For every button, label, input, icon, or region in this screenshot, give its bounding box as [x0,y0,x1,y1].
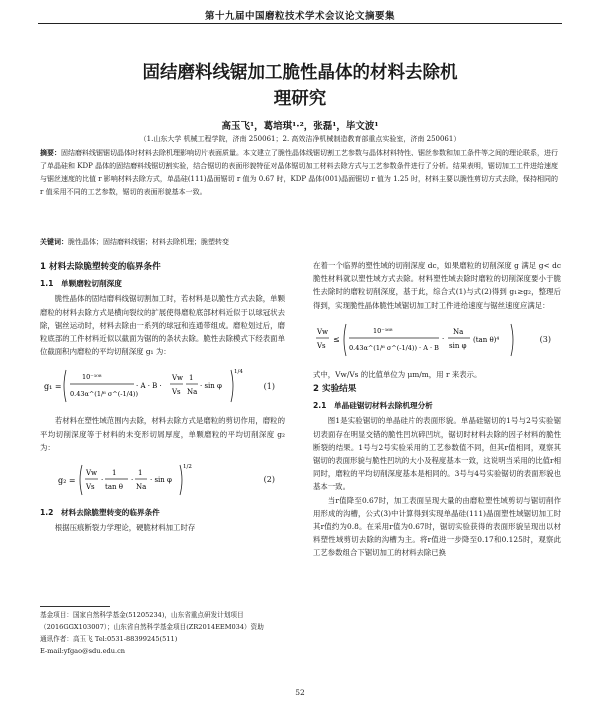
equation-3-number: (3) [539,335,551,345]
eq3-rel: ≤ [333,334,340,344]
eq3-f3-bot: sin φ [449,341,467,350]
paragraph: 若材料在塑性域范围内去除，材料去除方式是磨粒的剪切作用，磨粒的平均切削深度等于材料的未变形切屑厚度，单颗磨粒的平均切削深度 g₂ 为： [40,416,285,452]
eq1-lhs: g₁ = [44,382,62,392]
paragraph: 当r值降至0.67时，加工表面呈现大量的由磨粒塑性域剪切与锯切削作用形成的沟槽，公式(3)中计算得到实现单晶硅(111)晶面塑性域锯切加工时其r值约为0.8。在采用r值为0.67时，锯切实验获得的表面形貌呈现出以材料塑性域剪切去除的沟槽为主。将r值进一步降至0.17和0.125时，观察此工艺参数组合下锯切加工的材料去除已换 [313,495,561,558]
paper-title [60,60,540,112]
keywords [40,237,558,247]
eq2-tail: · sin φ [150,476,172,485]
svg-text:·: · [131,476,134,485]
eq1-mid: · A · B · [136,382,162,391]
eq2-f1-top: Vw [86,469,98,478]
title-line-1: 固结磨料线锯加工脆性晶体的材料去除机 [142,63,458,83]
eq2-f2-top: 1 [112,469,117,478]
eq1-num: 10⁻¹⁰⁸ [82,373,102,382]
eq2-f3-bot: Na [136,483,147,492]
svg-text:·: · [442,334,445,343]
keywords-text: 脆性晶体；固结磨料线锯；材料去除机理；脆塑转变 [68,238,229,246]
section-2-1-heading: 2.1 单晶硅锯切材料去除机理分析 [313,401,433,411]
section-1-1-heading: 1.1 单颗磨粒切削深度 [40,279,122,289]
right-column [313,259,561,560]
author-list: 高玉飞¹，葛培琪¹·²，张磊¹，毕文波¹ [221,121,379,132]
eq1-f3-top: 1 [189,374,194,383]
paragraph: 脆性晶体的固结磨料线锯切割加工时，若材料是以脆性方式去除，单颗磨粒的材料去除方式是横向裂纹的扩展使得磨粒底部材料近似于以球冠状去除，锯丝运动时，材料去除由一系列的球冠和连通带组成。磨粒划过后，磨粒底部的工件材料近似以截面为锯的的条状去除。脆性去除模式下经表面单位截面积内磨粒的平均切削深度 g₁ 为： [40,294,285,357]
paragraph: 根据压痕断裂力学理论，硬脆材料加工时存 [54,523,196,533]
eq2-f1-bot: Vs [86,483,95,492]
eq3-num: 10⁻¹⁶⁸ [373,326,393,335]
eq1-f2-bot: Vs [172,388,181,397]
eq2-f3-top: 1 [138,469,143,478]
equation-1 [40,364,285,408]
eq1-f3-bot: Na [187,388,198,397]
section-2-heading: 2 实验结果 [313,384,357,395]
paragraph: 在着一个临界的塑性域的切削深度 dc，如果磨粒的切削深度 g 满足 g< dc 脆性材料就以塑性域方式去除。材料塑性域去除时磨粒的切削深度要小于脆性去除时的磨粒切削深度，基于此，综合式(1)与式(2)得到 g₁≥g₂，整理后得到，实现脆性晶体脆性域锯切加工时工件进给速度与锯丝速度应满足： [313,261,561,310]
left-column [40,259,285,534]
eq3-tail: (tan θ)⁴ [473,335,500,344]
equation-2-number: (2) [263,475,275,485]
equation-2 [40,460,285,500]
footnote [40,606,285,657]
footnote-rule [40,606,110,607]
eq2-lhs: g₂ = [58,476,76,486]
eq3-den: 0.43α^(1/⁶ σ^(-1/4)) · A · B [349,343,439,352]
eq1-den: 0.43α^(1/⁶ σ^(-1/4)) [70,390,138,399]
running-header: 第十九届中国磨粒技术学术会议论文摘要集 [204,11,395,22]
equation-1-graphic [40,364,245,408]
footnote-fund: 基金项目：国家自然科学基金(51205234)，山东省重点研发计划项目（2016GGX103007）；山东省自然科学基金项目(ZR2014EEM034）资助 [40,611,264,631]
abstract-label: 摘要： [40,149,61,157]
eq2-f2-bot: tan θ [105,483,123,492]
eq3-f3-top: Na [453,327,464,336]
equation-3 [313,318,561,362]
eq3-f1-top: Vw [317,327,329,336]
eq1-tail: · sin φ [200,382,222,391]
affiliation: （1.山东大学 机械工程学院，济南 250061；2. 高效洁净机械制造教育部重点实验室，济南 250061） [139,135,461,143]
section-1-heading: 1 材料去除脆塑转变的临界条件 [40,262,161,272]
header-rule [38,23,562,24]
page-number: 52 [295,688,305,697]
paragraph: 图1是实验锯切的单晶硅片的表面形貌。单晶硅锯切的1号与2号实验锯切表面存在明显交错的脆性凹坑碎凹坑，锯切时材料去除的因子材料的脆性断裂的结果。1号与2号实验采用的工艺参数值不同，但其r值相同，观察其锯切的表面形貌与脆性凹坑的大小及程度基本一致，这说明当采用的比值r相同时，磨粒的平均切削深度基本是相同的。3号与4号实验锯切的表面形貌也基本一致。 [313,416,561,492]
footnote-author: 通讯作者：高玉飞 Tel:0531-88399245(511) [40,635,178,643]
title-line-2: 理研究 [273,89,327,109]
eq1-exp: 1/4 [234,369,243,376]
eq3-f1-bot: Vs [317,341,326,350]
abstract-text: 固结磨料线锯锯切晶体时材料去除机理影响切片表面质量。本文建立了脆性晶体线锯切割工艺参数与晶体材料特性、锯丝参数和加工条件等之间的理论联系，进行了单晶硅和 KDP 晶体的固结磨料线锯切割实验，结合锯切的表面形貌特征对晶体锯切加工材料去除方式与工艺参数条件进行了分析。结果表明，锯切加工工件进给速度与锯丝速度的比值 r 影响材料去除方式，单晶硅(111)晶面锯切 r 值为 0.67 时，KDP 晶体(001)晶面锯切 r 值为 1.25 时，材料主要以脆性剪切方式去除，保持相同的 r 值采用不同的工艺参数，锯切的表面形貌基本一致。 [40,149,558,196]
equation-2-graphic [40,460,220,500]
abstract [40,147,558,199]
paragraph: 式中，Vw/Vs 的比值单位为 μm/m，用 r 来表示。 [313,369,482,379]
keywords-label: 关键词： [40,238,68,246]
equation-1-number: (1) [263,381,275,391]
section-1-2-heading: 1.2 材料去除脆塑转变的临界条件 [40,508,160,518]
footnote-email: E-mail:yfgao@sdu.edu.cn [40,647,126,655]
eq1-f2-top: Vw [172,374,184,383]
equation-3-graphic [313,318,523,362]
svg-text:·: · [101,476,104,485]
eq2-exp: 1/2 [183,464,192,471]
